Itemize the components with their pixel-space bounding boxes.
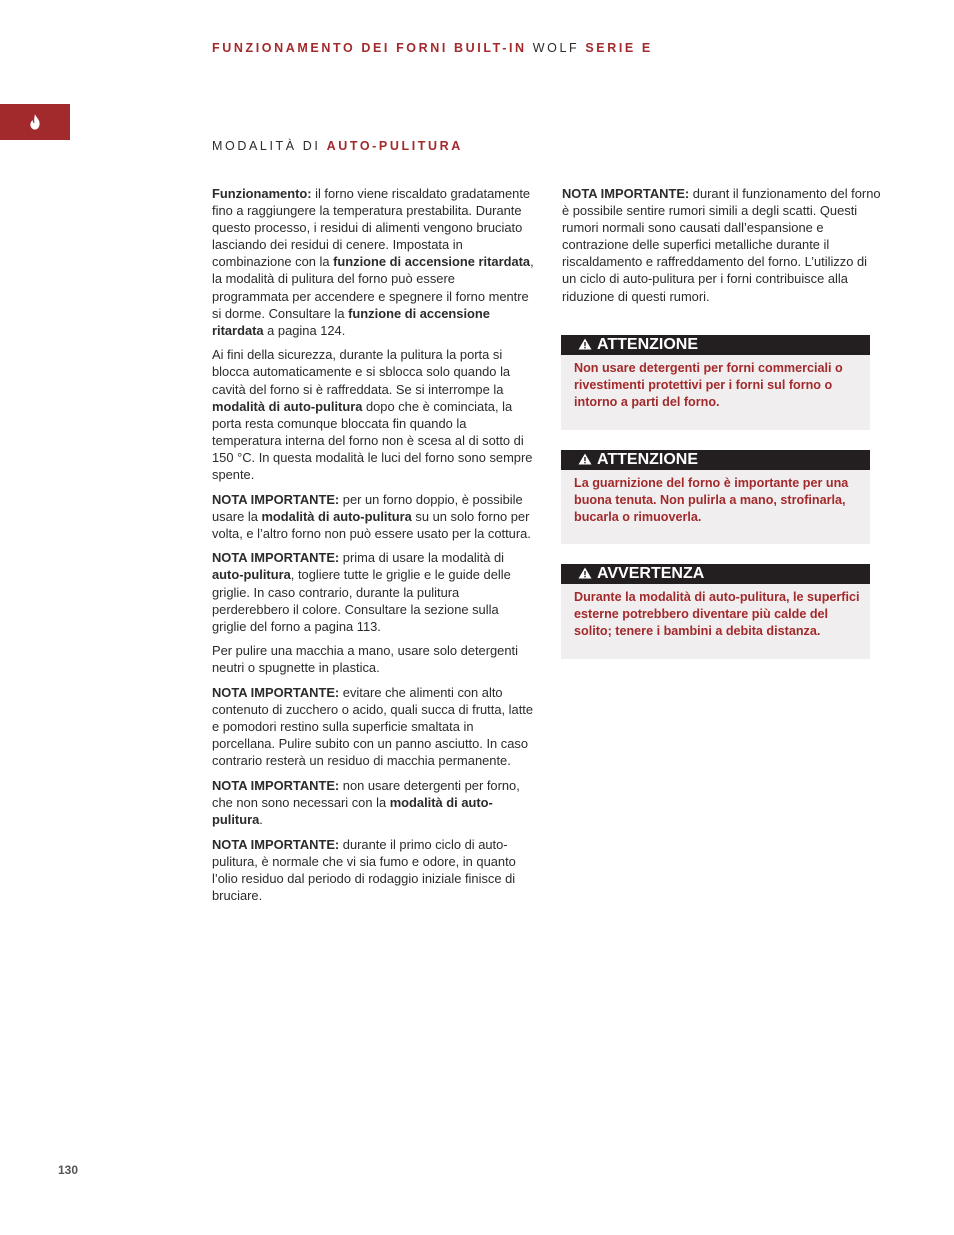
text: a pagina 124.	[263, 322, 346, 338]
paragraph-macchia	[212, 642, 534, 676]
running-header	[212, 41, 653, 55]
paragraph-nota-griglie	[212, 549, 534, 634]
text: non usare detergenti per forno, che non sono necessari con la	[212, 778, 520, 811]
header-title: FUNZIONAMENTO DEI FORNI BUILT-IN	[212, 41, 527, 55]
text: durante il primo ciclo di auto-pulitura, è normale che vi sia fumo e odore, in quanto l’olio residuo dal periodo di rodaggio iniziale finisce di bruciare.	[212, 836, 516, 904]
bold-text: modalità di auto-pulitura	[212, 795, 493, 828]
caution-box-title: ATTENZIONE	[597, 336, 699, 353]
text: durant il funzionamento del forno è possibile sentire rumori simili a degli scatti. Questi rumori normali sono causati dall’espansione e contrazione delle superfici metalliche durante il riscaldamento e raffreddamento del forno. L’utilizzo di un ciclo di auto-pulitura per i forni contribuisce alla riduzione di questi rumori.	[562, 186, 881, 304]
warning-box-header	[561, 564, 870, 584]
paragraph-funzionamento	[212, 185, 534, 339]
text: Per pulire una macchia a mano, usare solo detergenti neutri o spugnette in plastica.	[212, 643, 518, 676]
page-number: 130	[58, 1163, 79, 1177]
text: Ai fini della sicurezza, durante la pulitura la porta si blocca automaticamente e si sblocca solo quando la cavità del forno si è raffreddata. Se si interrompe la	[212, 347, 511, 397]
paragraph-sicurezza	[212, 346, 534, 483]
text: su un solo forno per volta, e l’altro forno non può essere usato per la cottura.	[212, 508, 531, 541]
caution-box-title: ATTENZIONE	[597, 451, 699, 468]
warning-triangle-icon	[578, 453, 592, 465]
paragraph-nota-detergenti	[212, 777, 534, 828]
header-series: SERIE E	[585, 41, 653, 55]
header-brand: WOLF	[532, 41, 580, 55]
section-tab	[0, 104, 70, 140]
left-column	[212, 185, 534, 912]
paragraph-nota-forno-doppio	[212, 491, 534, 542]
bold-text: funzione di accensione ritardata	[212, 305, 490, 338]
bold-text: NOTA IMPORTANTE:	[212, 550, 340, 566]
text: .	[259, 812, 263, 828]
bold-text: Funzionamento:	[212, 186, 312, 201]
section-title	[212, 139, 463, 153]
bold-text: NOTA IMPORTANTE:	[212, 491, 340, 507]
text: prima di usare la modalità di	[339, 550, 505, 566]
bold-text: modalità di auto-pulitura	[212, 398, 363, 414]
bold-text: auto-pulitura	[212, 567, 291, 583]
caution-box	[561, 450, 870, 544]
warning-box	[561, 564, 870, 659]
caution-box	[561, 335, 870, 430]
warning-triangle-icon	[578, 567, 592, 579]
bold-text: NOTA IMPORTANTE:	[212, 778, 340, 793]
bold-text: NOTA IMPORTANTE:	[212, 685, 340, 701]
bold-text: NOTA IMPORTANTE:	[212, 836, 340, 852]
text: evitare che alimenti con alto contenuto di zucchero o acido, quali succa di frutta, latte e pomodori restino sulla superficie smaltata in porcellana. Pulire subito con un panno asciutto. In caso contrario resterà un residuo di macchia permanente.	[212, 685, 534, 769]
right-column	[562, 185, 882, 305]
caution-box-header	[561, 335, 870, 355]
text: , la modalità di pulitura del forno può essere programmata per accendere e spegnere il forno mentre si dorme. Consultare la	[212, 254, 534, 321]
paragraph-nota-primo-ciclo	[212, 836, 534, 904]
caution-box-text: La guarnizione del forno è importante per una buona tenuta. Non pulirla a mano, strofinarla, bucarla o rimuoverla.	[574, 476, 849, 524]
text: , togliere tutte le griglie e le guide delle griglie. In caso contrario, durante la pulitura perderebbero il colore. Consultare la sezione sulla griglie del forno a pagina 113.	[212, 567, 511, 634]
flame-icon	[28, 114, 42, 130]
bold-text: modalità di auto-pulitura	[261, 508, 412, 524]
warning-box-title: AVVERTENZA	[597, 565, 705, 582]
section-title-plain: MODALITÀ DI	[212, 139, 321, 153]
text: dopo che è cominciata, la porta resta comunque bloccata fin quando la temperatura interna del forno non è scesa al di sotto di 150 °C. In questa modalità le luci del forno sono sempre spente.	[212, 398, 533, 482]
warning-box-text: Durante la modalità di auto-pulitura, le superfici esterne potrebbero diventare più calde del solito; tenere i bambini a debita distanza.	[574, 590, 860, 638]
paragraph-nota-zucchero	[212, 684, 534, 769]
bold-text: NOTA IMPORTANTE:	[562, 186, 690, 201]
text: il forno viene riscaldato gradatamente fino a raggiungere la temperatura prestabilita. Durante questo processo, i residui di alimenti vengono bruciato lasciando dei residui di cenere. Impostata in combinazione con la	[212, 186, 531, 270]
bold-text: funzione di accensione ritardata	[333, 254, 531, 270]
text: per un forno doppio, è possibile usare la	[212, 491, 523, 524]
paragraph-nota-rumori	[562, 185, 882, 305]
section-title-red: AUTO-PULITURA	[326, 139, 463, 153]
warning-triangle-icon	[578, 338, 592, 350]
caution-box-header	[561, 450, 870, 470]
caution-box-text: Non usare detergenti per forni commerciali o rivestimenti protettivi per i forni sul forno o intorno a parti del forno.	[574, 361, 843, 409]
